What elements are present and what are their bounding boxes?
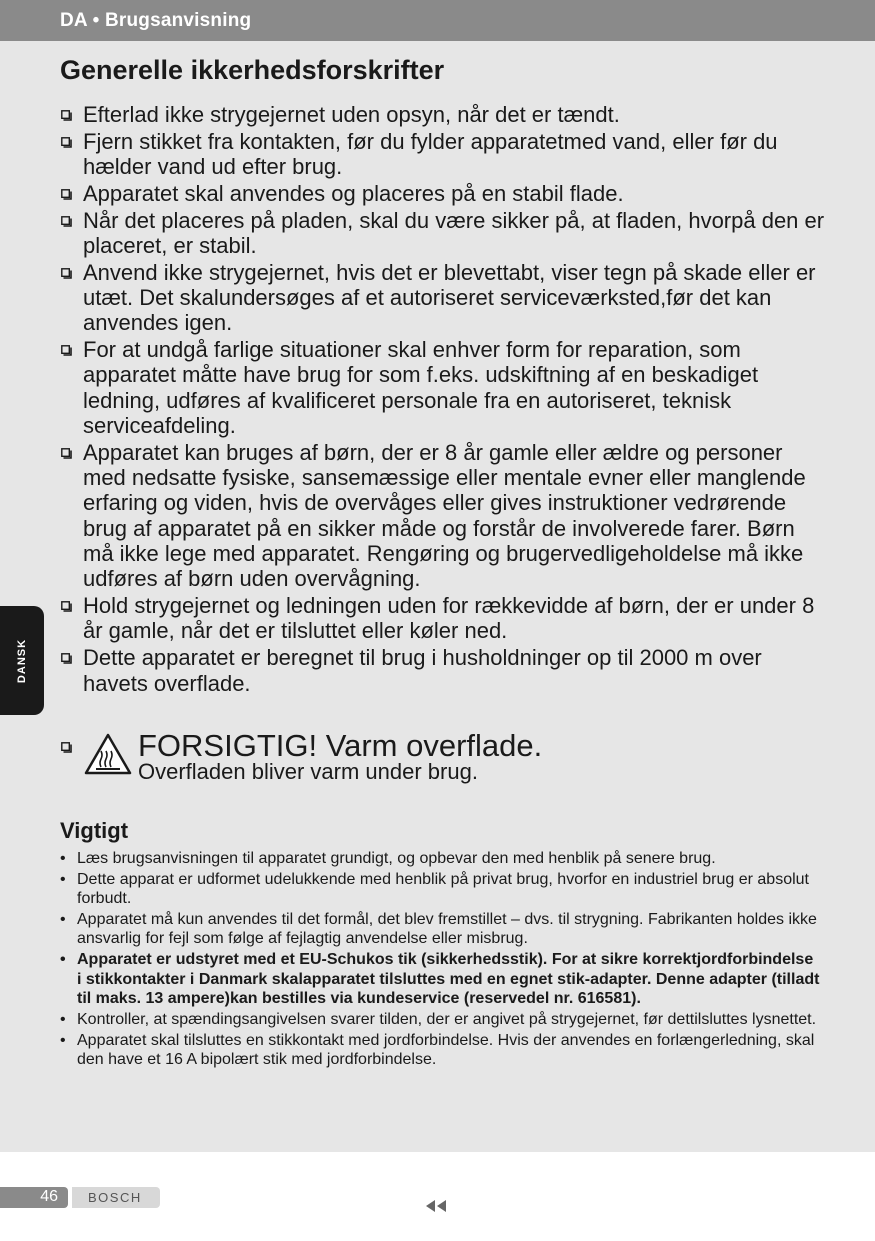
checkbox-icon [61, 189, 72, 200]
important-item: • Kontroller, at spændingsangivelsen svarer tilden, der er angivet på strygejernet, før dettilsluttes lysnettet. [60, 1010, 817, 1028]
important-item: • Dette apparat er udformet udelukkende med henblik på privat brug, hvorfor en industriel brug er absolut forbudt. [60, 870, 809, 908]
checkbox-icon [61, 216, 72, 227]
page-number: 46 [40, 1188, 58, 1205]
safety-item: Anvend ikke strygejernet, hvis det er blevettabt, viser tegn på skade eller er utæt. Det skalundersøges af et autoriseret serviceværksted,før det kan anvendes igen. [60, 260, 830, 336]
safety-item: Apparatet skal anvendes og placeres på en stabil flade. [60, 181, 830, 206]
checkbox-icon [61, 653, 72, 664]
safety-item: Fjern stikket fra kontakten, før du fylder apparatetmed vand, eller før du hælder vand ud efter brug. [60, 129, 830, 180]
important-list [60, 849, 820, 1071]
important-item: • Læs brugsanvisningen til apparatet grundigt, og opbevar den med henblik på senere brug. [60, 850, 716, 867]
checkbox-icon [61, 448, 72, 459]
brand-tab [72, 1187, 160, 1208]
safety-item: Dette apparatet er beregnet til brug i husholdninger op til 2000 m over havets overflade. [60, 645, 830, 696]
language-tab-label: DANSK [16, 638, 28, 684]
caution-title: FORSIGTIG! Varm overflade. [138, 728, 543, 763]
important-item: • Apparatet er udstyret med et EU-Schukos tik (sikkerhedsstik). For at sikre korrektjordforbindelse i stikkontakter i Danmark skalapparatet tilsluttes med en egnet stik-adapter. Denne adapter (tilladt til maks. 13 ampere)kan bestilles via kundeservice (reservedel nr. 616581). [60, 951, 820, 1007]
checkbox-icon [61, 110, 72, 121]
important-item: • Apparatet må kun anvendes til det formål, det blev fremstillet – dvs. til strygning. Fabrikanten holdes ikke ansvarlig for fejl som følge af fejlagtig anvendelse eller misbrug. [60, 911, 817, 948]
safety-list [60, 102, 830, 697]
hot-surface-warning-icon [84, 732, 132, 776]
safety-item: Apparatet kan bruges af børn, der er 8 år gamle eller ældre og personer med nedsatte fysiske, sansemæssige eller mentale evner eller manglende erfaring og viden, hvis de overvåges eller gives instruktioner vedrørende brug af apparatet på en sikker måde og forstår de involverede farer. Børn må ikke lege med apparatet. Rengøring og brugervedligeholdelse må ikke udføres af børn uden overvågning. [60, 440, 830, 592]
safety-item: Efterlad ikke strygejernet uden opsyn, når det er tændt. [60, 102, 830, 127]
page-number-tab [0, 1187, 68, 1208]
brand-name: BOSCH [88, 1190, 142, 1205]
safety-item: For at undgå farlige situationer skal enhver form for reparation, som apparatet måtte have brug for som f.eks. udskiftning af en beskadiget ledning, udføres af kvalificeret personale fra en autoriseret, teknisk serviceafdeling. [60, 337, 830, 438]
header-bar [0, 0, 875, 41]
checkbox-icon [61, 742, 72, 753]
page-title: Generelle ikkerhedsforskrifter [60, 55, 445, 85]
important-item: • Apparatet skal tilsluttes en stikkontakt med jordforbindelse. Hvis der anvendes en forlængerledning, skal den have et 16 A bipolært stik med jordforbindelse. [60, 1031, 815, 1068]
checkbox-icon [61, 268, 72, 279]
caution-block [60, 728, 830, 788]
safety-item: Hold strygejernet og ledningen uden for rækkevidde af børn, der er under 8 år gamle, når det er tilsluttet eller køler ned. [60, 593, 830, 644]
checkbox-icon [61, 601, 72, 612]
header-text: DA • Brugsanvisning [60, 10, 252, 31]
caution-subtitle: Overfladen bliver varm under brug. [138, 759, 478, 784]
checkbox-icon [61, 137, 72, 148]
important-heading: Vigtigt [60, 818, 129, 843]
safety-item: Når det placeres på pladen, skal du være sikker på, at fladen, hvorpå den er placeret, er stabil. [60, 208, 830, 259]
rewind-arrows-icon[interactable] [424, 1199, 448, 1213]
checkbox-icon [61, 345, 72, 356]
